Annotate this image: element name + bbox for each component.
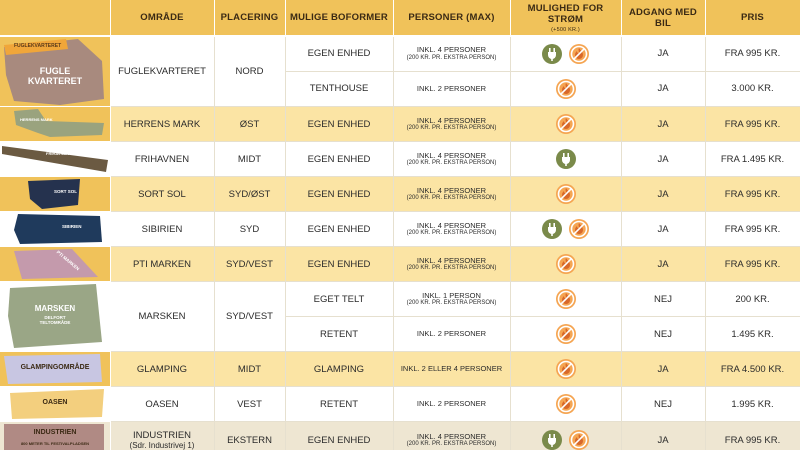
table-row (0, 36, 800, 71)
persons-cell (393, 36, 510, 71)
price: 1.995 KR. (705, 387, 800, 422)
price: FRA 995 KR. (705, 107, 800, 142)
area-placement: EKSTERN (214, 422, 285, 450)
plug-icon (542, 219, 562, 239)
header-price: PRIS (705, 0, 800, 36)
header-car: ADGANG MED BIL (621, 0, 705, 36)
plug-icon (556, 149, 576, 169)
persons-extra: (200 KR. PR. EKSTRA PERSON) (406, 299, 497, 306)
map-pti-marken-label: PTI MARKEN (55, 249, 81, 272)
area-placement: ØST (214, 107, 285, 142)
persons-included: INKL. 2 PERSONER (416, 399, 487, 409)
map-marsken (0, 282, 110, 352)
area-placement: NORD (214, 36, 285, 107)
table-row (0, 352, 800, 387)
power-cell (510, 422, 621, 450)
map-glamping-label: GLAMPINGOMRÅDE (20, 364, 90, 371)
car-access: JA (621, 36, 705, 71)
header-area: OMRÅDE (110, 0, 214, 36)
car-access: NEJ (621, 387, 705, 422)
persons-included: INKL. 4 PERSONER (416, 150, 487, 160)
area-name: OASEN (110, 387, 214, 422)
power-cell (510, 71, 621, 106)
map-herrens-mark (0, 107, 110, 142)
table-row (0, 247, 800, 282)
persons-extra: (200 KR. PR. EKSTRA PERSON) (406, 194, 497, 201)
map-marsken-label: MARSKEN (34, 304, 76, 313)
persons-cell (393, 247, 510, 282)
area-placement: SYD/VEST (214, 247, 285, 282)
persons-extra: (200 KR. PR. EKSTRA PERSON) (406, 124, 497, 131)
map-sort-sol-shape (0, 177, 110, 211)
no-fire-icon (569, 44, 589, 64)
map-frihavnen-shape (0, 142, 110, 176)
persons-included: INKL. 4 PERSONER (416, 115, 487, 125)
map-frihavnen (0, 142, 110, 177)
map-sibirien (0, 212, 110, 247)
persons-cell (393, 212, 510, 247)
power-cell (510, 36, 621, 71)
area-address: (Sdr. Industrivej 1) (129, 441, 195, 450)
persons-extra: (200 KR. PR. EKSTRA PERSON) (406, 440, 497, 447)
area-placement: SYD/VEST (214, 282, 285, 352)
map-industrien-label: INDUSTRIEN (33, 429, 77, 436)
area-placement: MIDT (214, 352, 285, 387)
persons-cell (393, 352, 510, 387)
no-fire-icon (556, 289, 576, 309)
housing-form: EGEN ENHED (285, 142, 393, 177)
persons-included: INKL. 4 PERSONER (416, 185, 487, 195)
persons-included: INKL. 2 PERSONER (416, 84, 487, 94)
car-access: JA (621, 422, 705, 450)
persons-cell (393, 177, 510, 212)
map-herrens-mark-shape (0, 107, 110, 141)
persons-cell (393, 387, 510, 422)
car-access: JA (621, 352, 705, 387)
area-name-text: INDUSTRIEN (132, 430, 192, 441)
map-fuglekvarteret-tag: FUGLEKVARTERET (14, 43, 62, 49)
price: FRA 1.495 KR. (705, 142, 800, 177)
no-fire-icon (556, 254, 576, 274)
power-cell (510, 282, 621, 317)
no-fire-icon (556, 79, 576, 99)
persons-included: INKL. 4 PERSONER (416, 431, 487, 441)
housing-form: EGEN ENHED (285, 107, 393, 142)
table-row (0, 282, 800, 317)
table-row (0, 142, 800, 177)
price: FRA 995 KR. (705, 36, 800, 71)
no-fire-icon (556, 359, 576, 379)
price: FRA 995 KR. (705, 422, 800, 450)
car-access: JA (621, 247, 705, 282)
price: FRA 4.500 KR. (705, 352, 800, 387)
map-pti-marken (0, 247, 110, 282)
area-name: SORT SOL (110, 177, 214, 212)
housing-form: EGEN ENHED (285, 36, 393, 71)
map-industrien-sub: 800 METER TIL FESTIVALPLADSEN (20, 441, 90, 446)
area-name: PTI MARKEN (110, 247, 214, 282)
plug-icon (542, 44, 562, 64)
no-fire-icon (556, 394, 576, 414)
persons-cell (393, 282, 510, 317)
map-oasen (0, 387, 110, 422)
power-cell (510, 247, 621, 282)
persons-cell (393, 422, 510, 450)
no-fire-icon (569, 430, 589, 450)
power-cell (510, 352, 621, 387)
area-name: FUGLEKVARTERET (110, 36, 214, 107)
persons-cell (393, 71, 510, 106)
map-fuglekvarteret (0, 36, 110, 107)
price: 200 KR. (705, 282, 800, 317)
housing-form: EGET TELT (285, 282, 393, 317)
table-row (0, 107, 800, 142)
area-placement: MIDT (214, 142, 285, 177)
no-fire-icon (556, 114, 576, 134)
persons-cell (393, 107, 510, 142)
power-cell (510, 387, 621, 422)
housing-form: GLAMPING (285, 352, 393, 387)
housing-form: RETENT (285, 387, 393, 422)
price: FRA 995 KR. (705, 212, 800, 247)
car-access: JA (621, 107, 705, 142)
area-name: HERRENS MARK (110, 107, 214, 142)
map-oasen-label: OASEN (42, 399, 68, 406)
header-map (0, 0, 110, 36)
map-sibirien-label: SIBIRIEN (62, 224, 82, 229)
area-name: SIBIRIEN (110, 212, 214, 247)
housing-form: EGEN ENHED (285, 177, 393, 212)
area-name: FRIHAVNEN (110, 142, 214, 177)
price: FRA 995 KR. (705, 177, 800, 212)
map-marsken-sub: DELFORT TELTOMRÅDE (39, 315, 71, 326)
car-access: JA (621, 71, 705, 106)
persons-included: INKL. 1 PERSON (422, 290, 481, 300)
area-name: GLAMPING (110, 352, 214, 387)
persons-extra: (200 KR. PR. EKSTRA PERSON) (406, 159, 497, 166)
header-power-label: MULIGHED FOR STRØM (527, 2, 604, 25)
car-access: JA (621, 212, 705, 247)
power-cell (510, 107, 621, 142)
price: 3.000 KR. (705, 71, 800, 106)
persons-cell (393, 317, 510, 352)
persons-extra: (200 KR. PR. EKSTRA PERSON) (406, 229, 497, 236)
area-placement: SYD/ØST (214, 177, 285, 212)
housing-form: EGEN ENHED (285, 247, 393, 282)
area-placement: VEST (214, 387, 285, 422)
price: 1.495 KR. (705, 317, 800, 352)
map-sort-sol-label: SORT SOL (54, 189, 78, 194)
car-access: JA (621, 177, 705, 212)
persons-extra: (200 KR. PR. EKSTRA PERSON) (406, 54, 497, 61)
map-sort-sol (0, 177, 110, 212)
no-fire-icon (556, 324, 576, 344)
persons-included: INKL. 2 ELLER 4 PERSONER (400, 364, 503, 374)
housing-form: TENTHOUSE (285, 71, 393, 106)
table-row (0, 212, 800, 247)
housing-form: RETENT (285, 317, 393, 352)
car-access: NEJ (621, 282, 705, 317)
area-placement: SYD (214, 212, 285, 247)
area-name (110, 422, 214, 450)
map-industrien (0, 422, 110, 450)
header-power-sub: (+500 KR.) (551, 26, 580, 33)
area-name: MARSKEN (110, 282, 214, 352)
housing-form: EGEN ENHED (285, 422, 393, 450)
map-fuglekvarteret-label: FUGLE KVARTERET (27, 66, 83, 86)
power-cell (510, 317, 621, 352)
header-power (510, 0, 621, 36)
car-access: JA (621, 142, 705, 177)
table-row (0, 387, 800, 422)
no-fire-icon (569, 219, 589, 239)
header-persons: PERSONER (MAX) (393, 0, 510, 36)
table-row (0, 422, 800, 450)
table-row (0, 177, 800, 212)
no-fire-icon (556, 184, 576, 204)
persons-cell (393, 142, 510, 177)
header-housing: MULIGE BOFORMER (285, 0, 393, 36)
map-frihavnen-label: FRIHAVNEN (46, 151, 70, 156)
housing-form: EGEN ENHED (285, 212, 393, 247)
power-cell (510, 177, 621, 212)
persons-extra: (200 KR. PR. EKSTRA PERSON) (406, 264, 497, 271)
car-access: NEJ (621, 317, 705, 352)
persons-included: INKL. 4 PERSONER (416, 45, 487, 55)
power-cell (510, 212, 621, 247)
price: FRA 995 KR. (705, 247, 800, 282)
header-placement: PLACERING (214, 0, 285, 36)
plug-icon (542, 430, 562, 450)
map-sibirien-shape (0, 212, 110, 246)
persons-included: INKL. 2 PERSONER (416, 329, 487, 339)
map-herrens-mark-label: HERRENS MARK (20, 117, 53, 122)
persons-included: INKL. 4 PERSONER (416, 220, 487, 230)
header-row (0, 0, 800, 36)
persons-included: INKL. 4 PERSONER (416, 255, 487, 265)
power-cell (510, 142, 621, 177)
map-glamping (0, 352, 110, 387)
